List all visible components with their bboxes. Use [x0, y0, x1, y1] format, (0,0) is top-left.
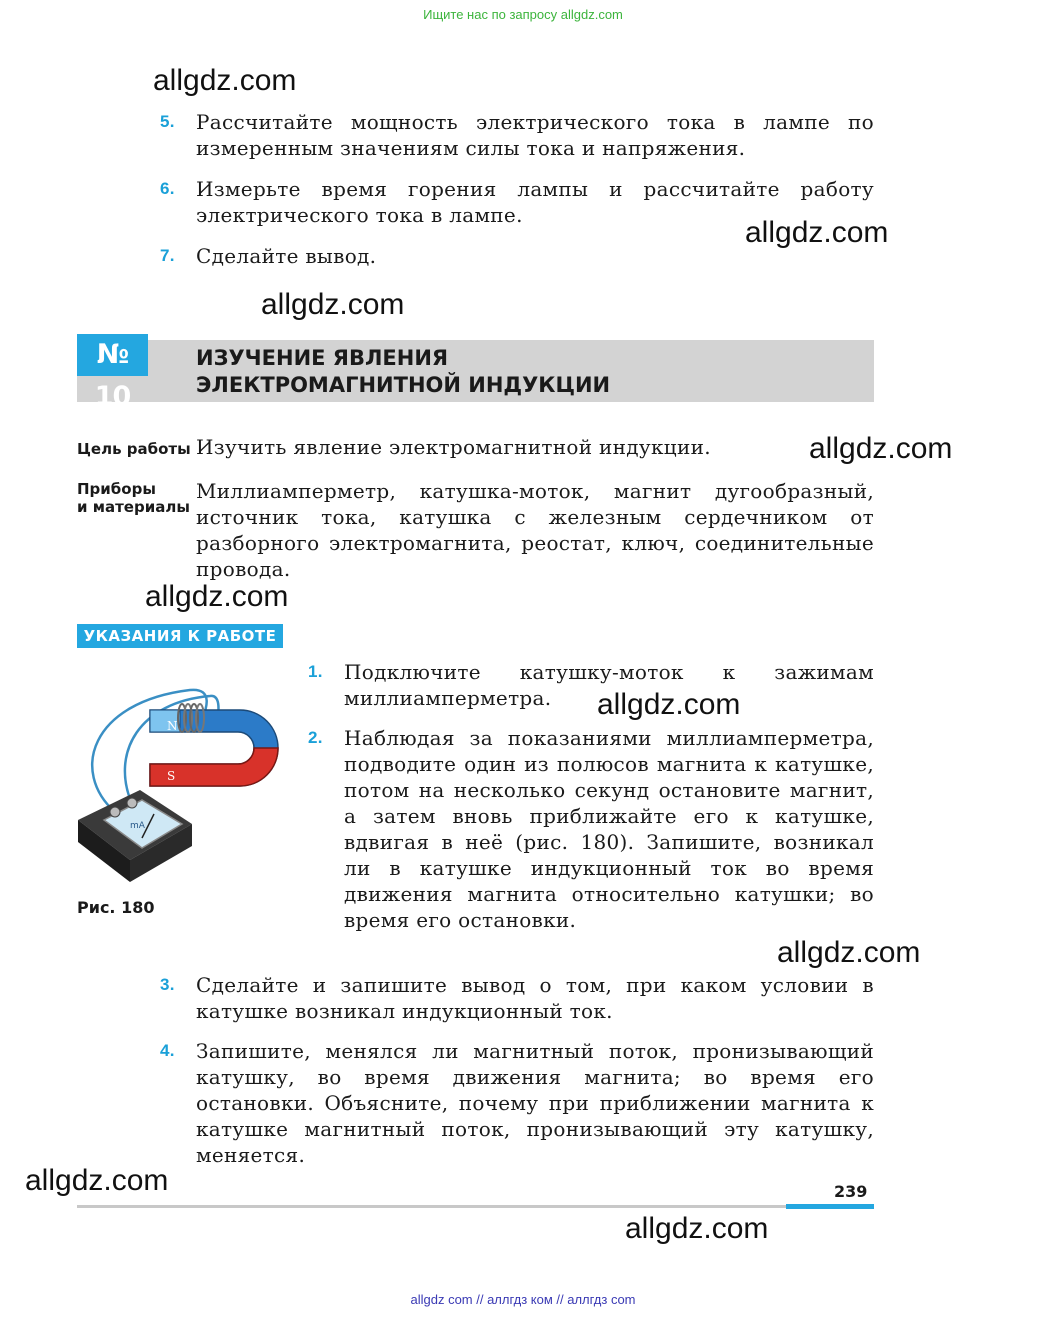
lab-title-line: ЭЛЕКТРОМАГНИТНОЙ ИНДУКЦИИ: [196, 373, 611, 397]
lab-title: [196, 345, 610, 399]
lab-number-badge: № 10: [77, 334, 148, 376]
list-item: [308, 659, 874, 711]
item-text: Сделайте и запишите вывод о том, при каком условии в катушке возникал индукционный ток.: [196, 973, 874, 1023]
page-number: 239: [834, 1182, 868, 1201]
divider: [77, 1205, 874, 1208]
item-number: 6.: [160, 179, 175, 198]
list-item: [160, 972, 874, 1024]
equipment-text: Миллиамперметр, катушка-моток, магнит дугообразный, источник тока, катушка с железным сердечником от разборного электромагнита, реостат, ключ, соединительные провода.: [196, 479, 874, 581]
instructions-header: УКАЗАНИЯ К РАБОТЕ: [77, 624, 283, 648]
item-text: Сделайте вывод.: [196, 244, 377, 268]
list-item: [160, 1038, 874, 1168]
lab-title-line: ИЗУЧЕНИЕ ЯВЛЕНИЯ: [196, 346, 449, 370]
figure-caption: Рис. 180: [77, 898, 155, 917]
top-banner[interactable]: Ищите нас по запросу allgdz.com: [423, 7, 623, 22]
equipment-label-line: Приборы: [77, 480, 156, 498]
wire: [92, 690, 206, 812]
watermark: allgdz.com: [777, 936, 921, 969]
watermark: allgdz.com: [625, 1212, 769, 1245]
watermark: allgdz.com: [261, 288, 405, 321]
milliammeter: [78, 790, 192, 882]
watermark: allgdz.com: [809, 432, 953, 465]
item-text: Рассчитайте мощность электрического тока в лампе по измеренным значениям силы тока и напряжения.: [196, 110, 874, 160]
item-number: 1.: [308, 662, 323, 681]
figure-180: [70, 672, 310, 892]
item-text: Измерьте время горения лампы и рассчитайте работу электрического тока в лампе.: [196, 177, 874, 227]
goal-text: Изучить явление электромагнитной индукции.: [196, 435, 711, 459]
list-item: [160, 176, 874, 228]
item-number: 4.: [160, 1041, 175, 1060]
equipment-label: [77, 480, 190, 516]
item-number: 3.: [160, 975, 175, 994]
watermark: allgdz.com: [745, 216, 889, 249]
item-text: Запишите, менялся ли магнитный поток, пронизывающий катушку, во время движения магнита; во время его остановки. Объясните, почему при приближении магнита к катушке магнитный поток, пронизывающий эту катушку, меняется.: [196, 1039, 874, 1167]
item-number: 7.: [160, 246, 175, 265]
watermark: allgdz.com: [145, 580, 289, 613]
item-number: 2.: [308, 728, 323, 747]
meter-scale-label: mA: [130, 821, 145, 831]
list-item: [160, 243, 874, 269]
divider-accent: [786, 1204, 874, 1209]
watermark: allgdz.com: [597, 688, 741, 721]
item-number: 5.: [160, 112, 175, 131]
list-item: [308, 725, 874, 933]
list-item: [160, 109, 874, 161]
goal-label: Цель работы: [77, 440, 191, 458]
footer-links[interactable]: allgdz com // аллгдз ком // аллгдз com: [410, 1292, 636, 1307]
pole-s-label: S: [167, 769, 176, 783]
watermark: allgdz.com: [25, 1164, 169, 1197]
item-text: Наблюдая за показаниями миллиамперметра, подводите один из полюсов магнита к катушке, потом на несколько секунд остановите магнит, а затем вновь приближайте его к катушке, вдвигая в неё (рис. 180). Запишите, возникал ли в катушке индукционный ток во время движения магнита относительно катушки; во время его остановки.: [344, 726, 874, 932]
item-text: Подключите катушку-моток к зажимам миллиамперметра.: [344, 660, 874, 710]
equipment-label-line: и материалы: [77, 498, 190, 516]
pole-n-label: N: [167, 719, 178, 733]
watermark: allgdz.com: [153, 64, 297, 97]
